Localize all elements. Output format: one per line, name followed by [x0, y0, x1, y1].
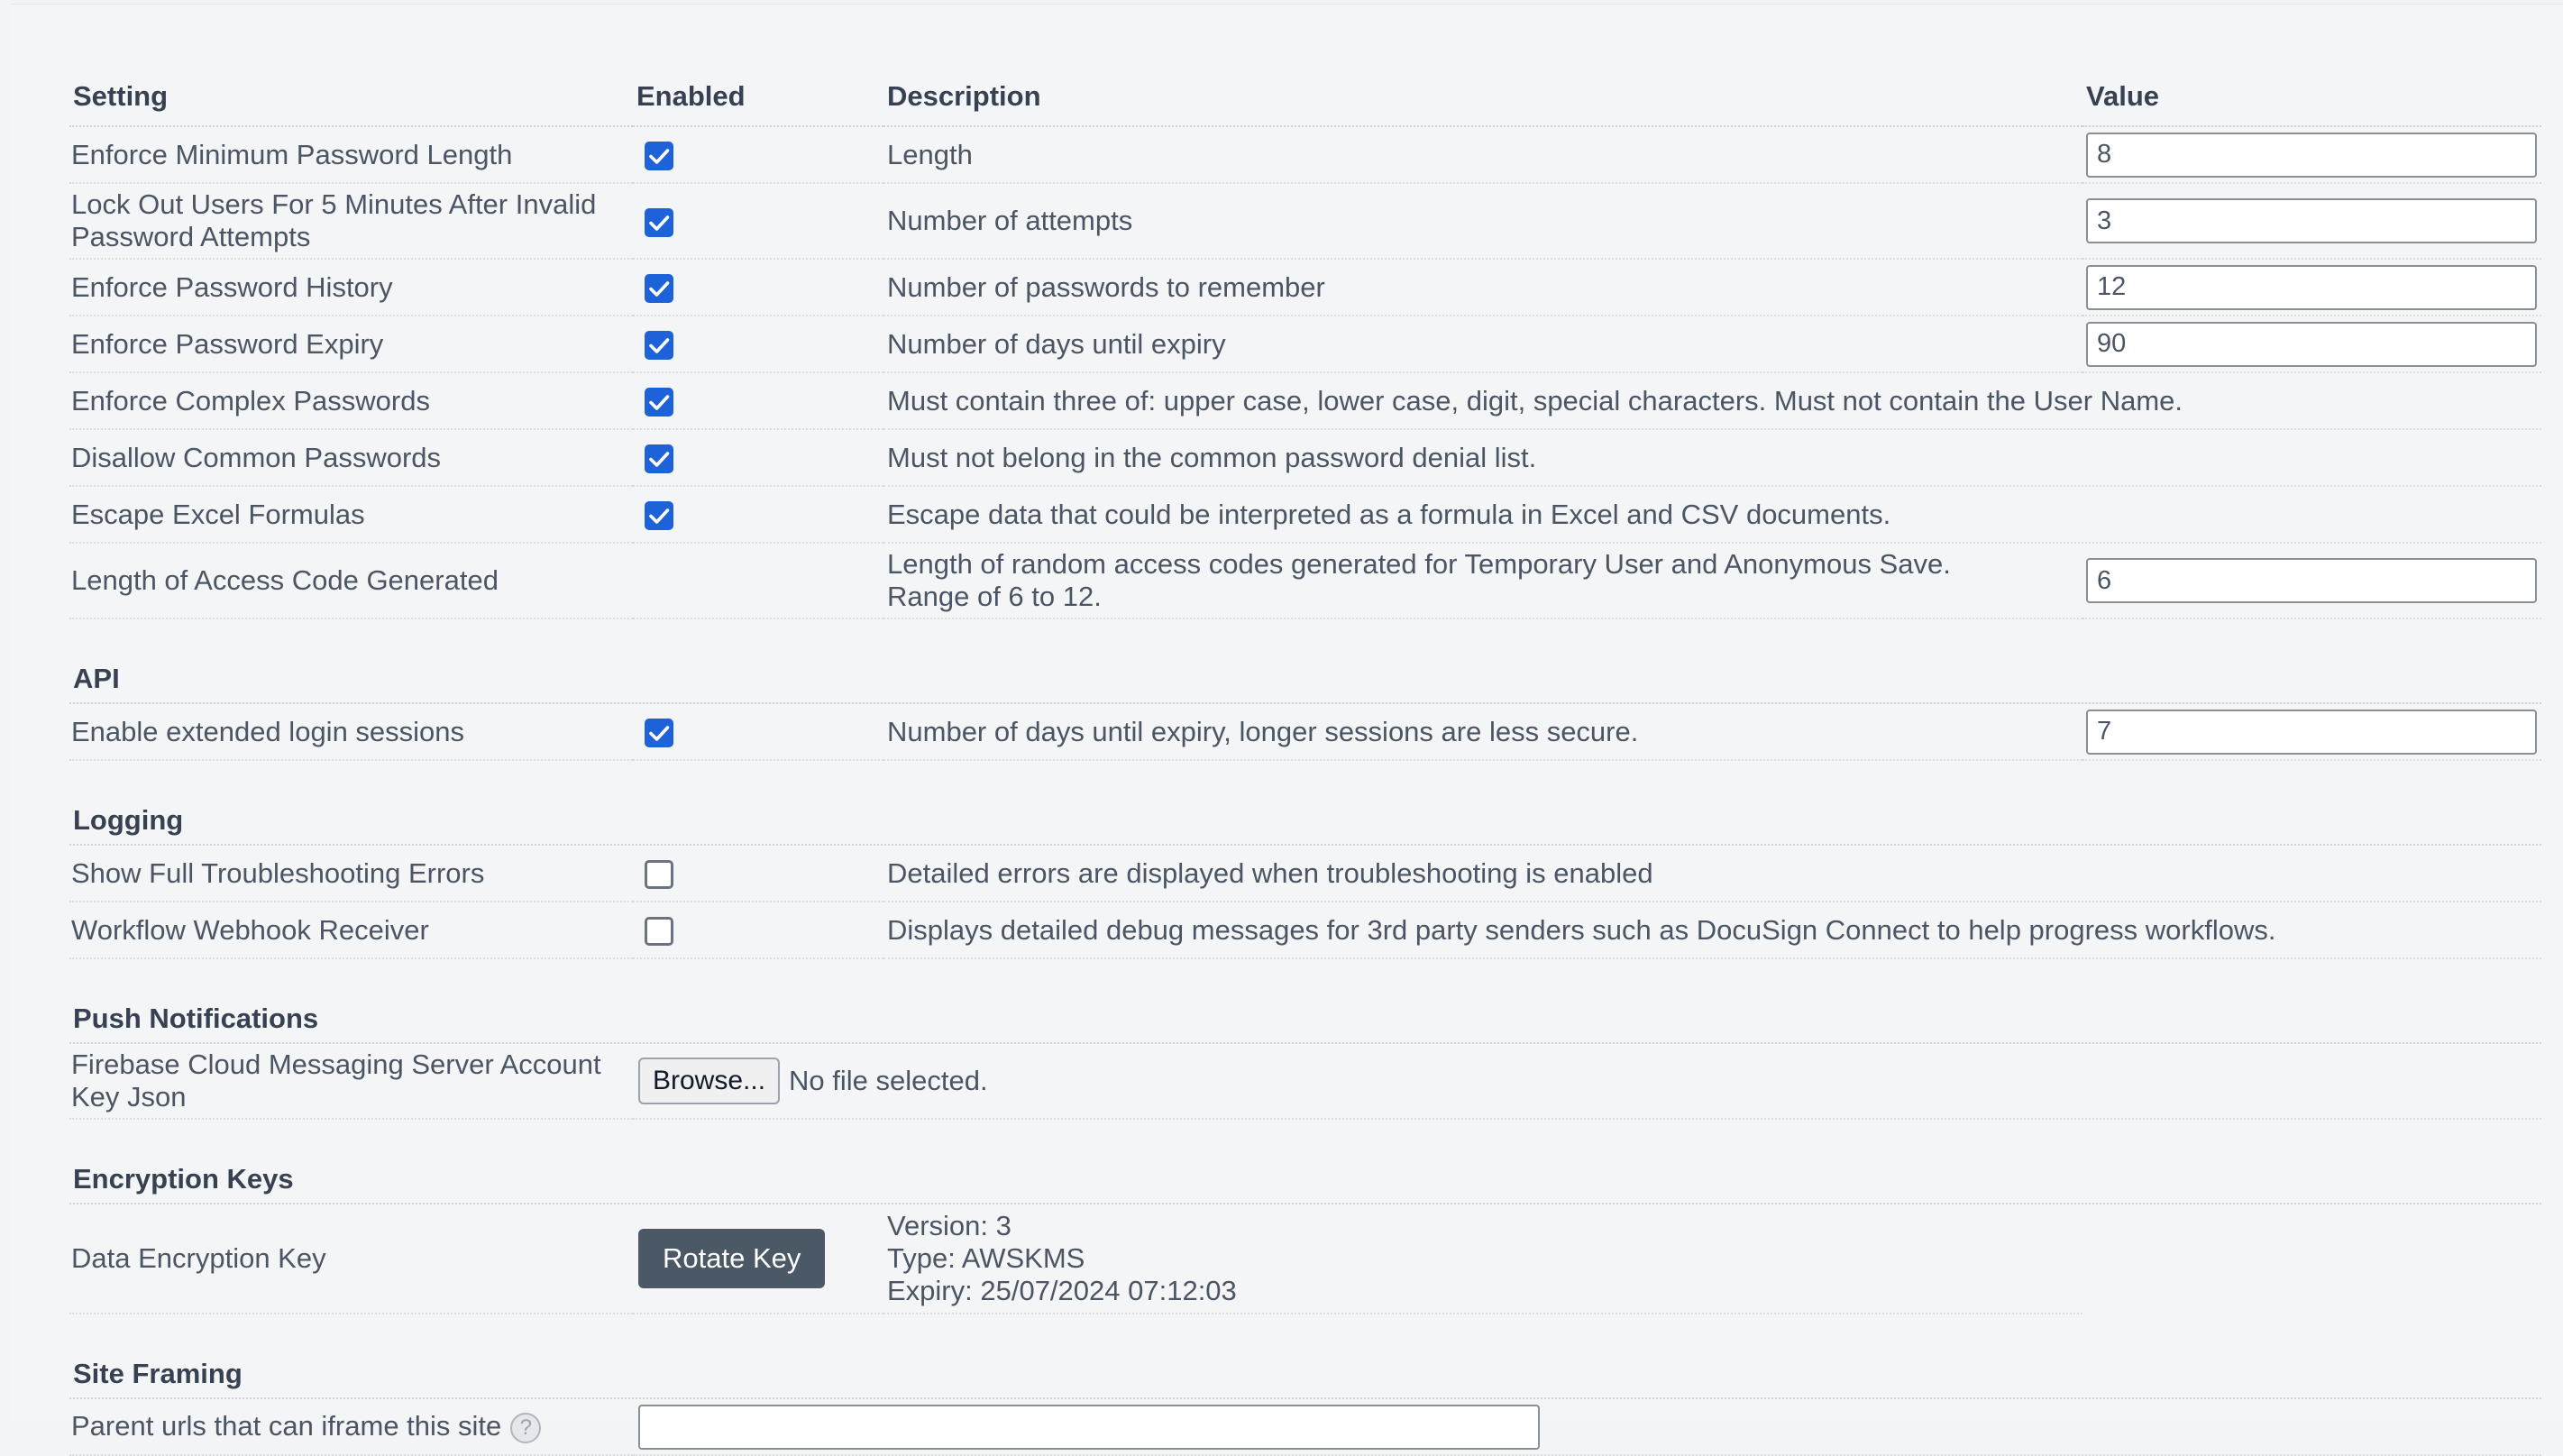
- table-row: [69, 902, 2541, 959]
- setting-name: Enforce Minimum Password Length: [69, 127, 633, 184]
- checkmark-icon: [645, 719, 673, 747]
- password-history-input[interactable]: [2086, 265, 2537, 310]
- setting-name: Enforce Complex Passwords: [69, 373, 633, 430]
- value-cell: [2082, 260, 2541, 316]
- lockout-checkbox[interactable]: [645, 208, 673, 237]
- checkmark-icon: [645, 331, 673, 360]
- checkmark-icon: [645, 208, 673, 237]
- settings-panel: [11, 4, 2563, 1442]
- table-header-row: [69, 68, 2541, 127]
- setting-description: Detailed errors are displayed when troubleshooting is enabled: [883, 846, 2541, 902]
- section-title-logging: Logging: [69, 761, 2541, 846]
- header-value: Value: [2082, 68, 2541, 127]
- setting-name: Workflow Webhook Receiver: [69, 902, 633, 959]
- key-expiry: Expiry: 25/07/2024 07:12:03: [887, 1275, 1237, 1306]
- setting-name: Length of Access Code Generated: [69, 544, 633, 619]
- table-row: [69, 1044, 2541, 1120]
- table-row: [69, 127, 2541, 184]
- table-row: [69, 487, 2541, 544]
- extended-login-days-input[interactable]: [2086, 710, 2537, 755]
- description-line: Length of random access codes generated for Temporary User and Anonymous Save.: [887, 548, 1951, 580]
- browse-button[interactable]: Browse...: [638, 1058, 780, 1104]
- table-row: [69, 704, 2541, 761]
- section-title-api: API: [69, 619, 2541, 704]
- enabled-cell: [633, 184, 883, 260]
- webhook-receiver-checkbox[interactable]: [645, 917, 673, 946]
- enabled-cell: [633, 430, 883, 487]
- value-cell: [2082, 316, 2541, 373]
- value-cell: [2082, 184, 2541, 260]
- setting-description: Number of attempts: [883, 184, 2082, 260]
- setting-description: Must not belong in the common password denial list.: [883, 430, 2541, 487]
- file-upload-cell: [633, 1044, 2541, 1120]
- setting-description: Number of days until expiry, longer sessions are less secure.: [883, 704, 2082, 761]
- iframe-parent-urls-input[interactable]: [638, 1405, 1540, 1450]
- checkmark-icon: [645, 142, 673, 170]
- section-header-row: [69, 619, 2541, 704]
- table-row: [69, 373, 2541, 430]
- header-setting: Setting: [69, 68, 633, 127]
- key-type: Type: AWSKMS: [887, 1242, 1085, 1274]
- escape-excel-checkbox[interactable]: [645, 501, 673, 530]
- table-row: [69, 846, 2541, 902]
- table-row: [69, 430, 2541, 487]
- setting-name: Lock Out Users For 5 Minutes After Invalid Password Attempts: [69, 184, 633, 260]
- table-row: [69, 1399, 2541, 1456]
- section-title-framing: Site Framing: [69, 1314, 2541, 1399]
- setting-name: Enforce Password Expiry: [69, 316, 633, 373]
- section-header-row: [69, 959, 2541, 1044]
- access-code-length-input[interactable]: [2086, 558, 2537, 603]
- setting-description: Must contain three of: upper case, lower case, digit, special characters. Must not contain the User Name.: [883, 373, 2541, 430]
- rotate-key-button[interactable]: Rotate Key: [638, 1229, 825, 1288]
- setting-description: Length: [883, 127, 2082, 184]
- setting-name: Parent urls that can iframe this site: [71, 1410, 502, 1442]
- rotate-key-cell: [633, 1204, 883, 1314]
- setting-name: Enforce Password History: [69, 260, 633, 316]
- header-enabled: Enabled: [633, 68, 883, 127]
- section-title-encryption: Encryption Keys: [69, 1120, 2541, 1204]
- enabled-cell: [633, 260, 883, 316]
- enabled-cell: [633, 902, 883, 959]
- setting-name: Escape Excel Formulas: [69, 487, 633, 544]
- value-cell: [2082, 544, 2541, 619]
- setting-name: Firebase Cloud Messaging Server Account Key Json: [69, 1044, 633, 1120]
- troubleshooting-errors-checkbox[interactable]: [645, 860, 673, 889]
- setting-description: Displays detailed debug messages for 3rd party senders such as DocuSign Connect to help progress workflows.: [883, 902, 2541, 959]
- password-expiry-checkbox[interactable]: [645, 331, 673, 360]
- checkmark-icon: [645, 274, 673, 303]
- empty-cell: [2082, 1204, 2541, 1314]
- enabled-cell: [633, 544, 883, 619]
- setting-name: Disallow Common Passwords: [69, 430, 633, 487]
- header-description: Description: [883, 68, 2082, 127]
- table-row: [69, 316, 2541, 373]
- section-header-row: [69, 761, 2541, 846]
- table-row: [69, 1204, 2541, 1314]
- section-header-row: [69, 1120, 2541, 1204]
- key-info-cell: [883, 1204, 2082, 1314]
- enabled-cell: [633, 846, 883, 902]
- enabled-cell: [633, 127, 883, 184]
- setting-description: Number of passwords to remember: [883, 260, 2082, 316]
- table-row: [69, 260, 2541, 316]
- setting-name: Show Full Troubleshooting Errors: [69, 846, 633, 902]
- table-row: [69, 544, 2541, 619]
- password-history-checkbox[interactable]: [645, 274, 673, 303]
- password-expiry-input[interactable]: [2086, 322, 2537, 367]
- checkmark-icon: [645, 444, 673, 473]
- enabled-cell: [633, 487, 883, 544]
- setting-description: Escape data that could be interpreted as a formula in Excel and CSV documents.: [883, 487, 2541, 544]
- common-passwords-checkbox[interactable]: [645, 444, 673, 473]
- table-row: [69, 184, 2541, 260]
- extended-login-checkbox[interactable]: [645, 719, 673, 747]
- value-cell: [2082, 704, 2541, 761]
- checkmark-icon: [645, 388, 673, 417]
- enabled-cell: [633, 704, 883, 761]
- checkmark-icon: [645, 501, 673, 530]
- file-status-text: No file selected.: [789, 1065, 988, 1096]
- min-length-input[interactable]: [2086, 133, 2537, 178]
- setting-description: Number of days until expiry: [883, 316, 2082, 373]
- setting-description: [883, 544, 2082, 619]
- question-circle-icon[interactable]: ?: [510, 1413, 541, 1443]
- complex-passwords-checkbox[interactable]: [645, 388, 673, 417]
- setting-name-cell: [69, 1399, 633, 1456]
- description-line: Range of 6 to 12.: [887, 581, 1102, 612]
- security-settings-table: [69, 68, 2541, 1456]
- enabled-cell: [633, 316, 883, 373]
- setting-name: Data Encryption Key: [69, 1204, 633, 1314]
- section-title-push: Push Notifications: [69, 959, 2541, 1044]
- value-cell: [2082, 127, 2541, 184]
- key-version: Version: 3: [887, 1210, 1011, 1241]
- lockout-attempts-input[interactable]: [2086, 198, 2537, 243]
- enabled-cell: [633, 373, 883, 430]
- section-header-row: [69, 1314, 2541, 1399]
- enforce-min-length-checkbox[interactable]: [645, 142, 673, 170]
- setting-name: Enable extended login sessions: [69, 704, 633, 761]
- url-input-cell: [633, 1399, 2541, 1456]
